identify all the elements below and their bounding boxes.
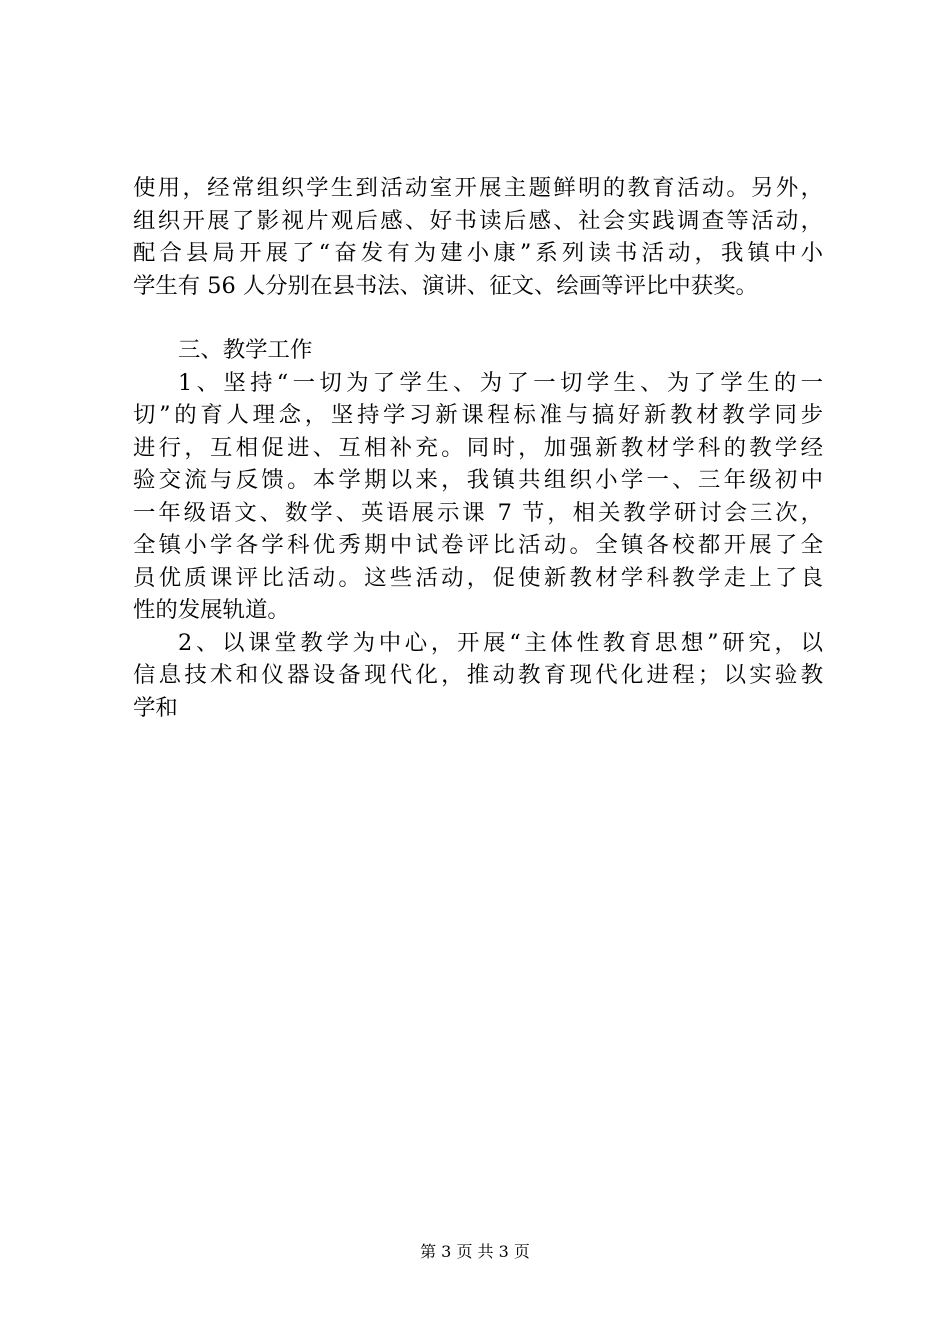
- text-line: 全镇小学各学科优秀期中试卷评比活动。全镇各校都开展了全: [133, 532, 823, 558]
- paragraph-item-2: [133, 627, 823, 725]
- text-line: 配合县局开展了“奋发有为建小康”系列读书活动，我镇中小: [133, 240, 823, 266]
- text-line: 员优质课评比活动。这些活动，促使新教材学科教学走上了良: [133, 564, 823, 591]
- text-line: 组织开展了影视片观后感、好书读后感、社会实践调查等活动，: [133, 207, 823, 234]
- text-line: 学和: [133, 694, 178, 721]
- document-body: [133, 172, 823, 724]
- text-line: 2、以课堂教学为中心，开展“主体性教育思想”研究，以: [178, 629, 823, 656]
- text-line: 1、坚持“一切为了学生、为了一切学生、为了学生的一: [178, 369, 823, 396]
- text-line: 学生有 56 人分别在县书法、演讲、征文、绘画等评比中获奖。: [133, 272, 758, 299]
- text-line: 一年级语文、数学、英语展示课 7 节，相关教学研讨会三次，: [133, 499, 823, 526]
- paragraph-item-1: [133, 367, 823, 627]
- text-line: 性的发展轨道。: [133, 597, 290, 623]
- text-line: 切”的育人理念，坚持学习新课程标准与搞好新教材教学同步: [133, 402, 823, 428]
- section-heading: 三、教学工作: [178, 337, 313, 363]
- text-line: 进行，互相促进、互相补充。同时，加强新教材学科的教学经: [133, 434, 823, 461]
- text-line: 使用，经常组织学生到活动室开展主题鲜明的教育活动。另外，: [133, 175, 823, 201]
- page-footer: 第 3 页 共 3 页: [420, 1242, 530, 1261]
- paragraph-gap: [133, 302, 823, 334]
- text-line: 信息技术和仪器设备现代化，推动教育现代化进程；以实验教: [133, 662, 823, 688]
- text-line: 验交流与反馈。本学期以来，我镇共组织小学一、三年级初中: [133, 467, 823, 493]
- paragraph-activities: [133, 172, 823, 302]
